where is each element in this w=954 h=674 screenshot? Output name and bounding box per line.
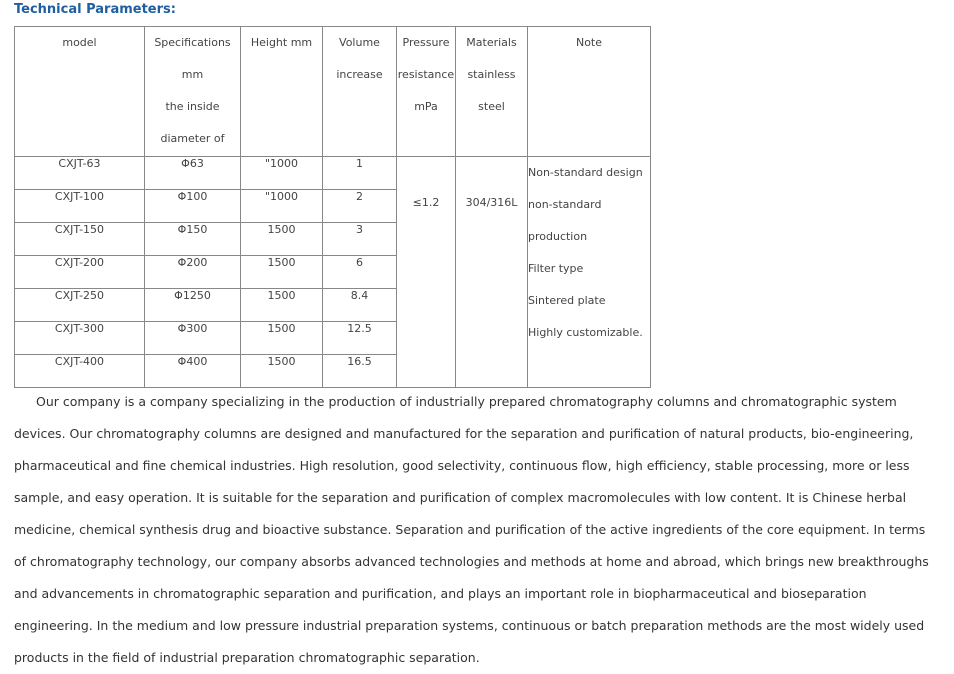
cell-height: 1500 <box>241 355 323 388</box>
note-line: Sintered plate <box>528 294 606 307</box>
cell-height: "1000 <box>241 190 323 223</box>
cell-height: 1500 <box>241 223 323 256</box>
note-line: Non-standard design <box>528 166 643 179</box>
cell-model: CXJT-150 <box>15 223 145 256</box>
note-line: production <box>528 230 588 243</box>
header-height: Height mm <box>241 27 323 157</box>
cell-volume: 6 <box>323 256 397 289</box>
company-description-text: Our company is a company specializing in the production of industrially prepared chromatography columns and chromatographic system devices. Our chromatography columns are designed and manufactured for the separation and purification of natural products, bio-engineering, pharmaceutical and fine chemical industries. High resolution, good selectivity, continuous flow, high efficiency, stable processing, more or less sample, and easy operation. It is suitable for the separation and purification of complex macromolecules with low content. It is Chinese herbal medicine, chemical synthesis drug and bioactive substance. Separation and purification of the active ingredients of the core equipment. In terms of chromatography technology, our company absorbs advanced technologies and methods at home and abroad, which brings new breakthroughs and advancements in chromatographic separation and purification, and plays an important role in biopharmaceutical and bioseparation engineering. In the medium and low pressure industrial preparation systems, continuous or batch preparation methods are the most widely used products in the field of industrial preparation chromatographic separation. <box>14 394 929 665</box>
cell-spec: Φ1250 <box>145 289 241 322</box>
table-row <box>15 157 651 190</box>
cell-model: CXJT-250 <box>15 289 145 322</box>
cell-pressure: ≤1.2 <box>397 157 456 388</box>
cell-model: CXJT-300 <box>15 322 145 355</box>
cell-height: "1000 <box>241 157 323 190</box>
note-line: Highly customizable. <box>528 326 643 339</box>
cell-volume: 3 <box>323 223 397 256</box>
cell-model: CXJT-200 <box>15 256 145 289</box>
cell-volume: 8.4 <box>323 289 397 322</box>
header-volume: Volume increase <box>323 27 397 157</box>
cell-volume: 16.5 <box>323 355 397 388</box>
cell-spec: Φ400 <box>145 355 241 388</box>
cell-spec: Φ200 <box>145 256 241 289</box>
header-specifications: Specifications mm the inside diameter of <box>145 27 241 157</box>
cell-model: CXJT-400 <box>15 355 145 388</box>
header-model: model <box>15 27 145 157</box>
header-note: Note <box>528 27 651 157</box>
cell-material: 304/316L <box>456 157 528 388</box>
header-materials: Materials stainless steel <box>456 27 528 157</box>
cell-volume: 2 <box>323 190 397 223</box>
company-description <box>14 386 934 674</box>
cell-volume: 12.5 <box>323 322 397 355</box>
cell-volume: 1 <box>323 157 397 190</box>
cell-spec: Φ300 <box>145 322 241 355</box>
note-line: non-standard <box>528 198 602 211</box>
cell-note <box>528 157 651 388</box>
note-line: Filter type <box>528 262 584 275</box>
section-title: Technical Parameters: <box>14 2 176 17</box>
cell-height: 1500 <box>241 289 323 322</box>
header-pressure: Pressure resistance mPa <box>397 27 456 157</box>
cell-spec: Φ100 <box>145 190 241 223</box>
cell-model: CXJT-63 <box>15 157 145 190</box>
table-header-row <box>15 27 651 157</box>
cell-height: 1500 <box>241 256 323 289</box>
cell-spec: Φ150 <box>145 223 241 256</box>
cell-height: 1500 <box>241 322 323 355</box>
cell-spec: Φ63 <box>145 157 241 190</box>
cell-model: CXJT-100 <box>15 190 145 223</box>
parameters-table <box>14 26 651 388</box>
